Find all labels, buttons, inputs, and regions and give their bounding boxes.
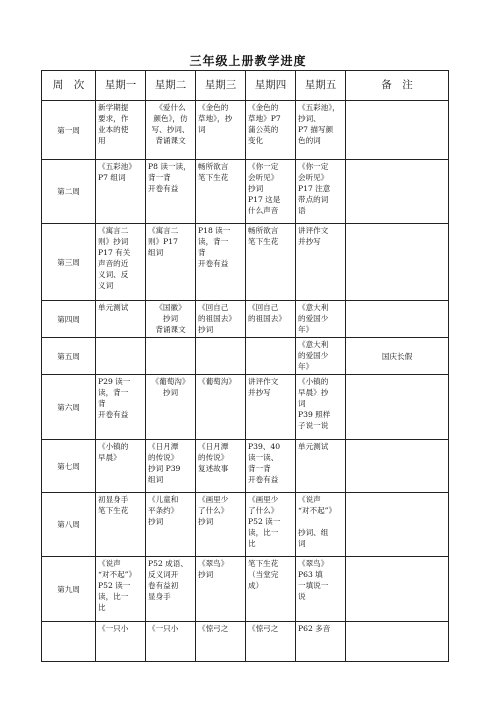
day-cell: 《说声 “对不起”》 抄词、组 词 — [296, 493, 346, 557]
note-cell: 国庆长假 — [346, 338, 449, 375]
day-cell: 《寓言二 则》抄词 P17 有关 声音的近 义词、反 义词 — [96, 224, 146, 301]
week-cell: 第八周 — [42, 493, 96, 557]
note-cell — [346, 493, 449, 557]
week-cell: 第六周 — [42, 375, 96, 440]
week-cell: 第七周 — [42, 440, 96, 493]
week-cell: 第五周 — [42, 338, 96, 375]
day-cell: 《回自己 的祖国去》 — [246, 301, 296, 338]
note-cell — [346, 557, 449, 622]
day-cell: 笔下生花 （当堂完 成） — [246, 557, 296, 622]
day-cell: 《一只小 — [96, 622, 146, 662]
header-friday: 星期五 — [296, 71, 346, 101]
day-cell: 讲评作文 并抄写 — [296, 224, 346, 301]
note-cell — [346, 301, 449, 338]
week-cell: 第四周 — [42, 301, 96, 338]
day-cell: P39、40 读一读、 背一背 开卷有益 — [246, 440, 296, 493]
day-cell: 《爱什么 颜色》，仿 写、抄词、 背诵课文 — [146, 101, 196, 160]
day-cell — [96, 338, 146, 375]
day-cell: 畅所欲言 笔下生花 — [246, 224, 296, 301]
day-cell: P18 读一 读，背一 背 开卷有益 — [196, 224, 246, 301]
day-cell: 《一只小 — [146, 622, 196, 662]
week-cell — [42, 622, 96, 662]
day-cell: 《画里少 了什么》 P52 读一 读，比一 比 — [246, 493, 296, 557]
day-cell: 《五彩池》 P7 组词 — [96, 160, 146, 224]
day-cell: 《寓言二 则》P17 组词 — [146, 224, 196, 301]
header-monday: 星期一 — [96, 71, 146, 101]
day-cell: 单元测试 — [96, 301, 146, 338]
day-cell: 《说声 “对不起”》 P52 读一 读，比一 比 — [96, 557, 146, 622]
day-cell: 《葡萄沟》 — [196, 375, 246, 440]
day-cell: 《国徽》 抄词 背诵课文 — [146, 301, 196, 338]
table-row — [42, 224, 449, 301]
day-cell: 《意大利 的爱国少 年》 — [296, 338, 346, 375]
day-cell: 《回自己 的祖国去》 抄词 — [196, 301, 246, 338]
header-wednesday: 星期三 — [196, 71, 246, 101]
note-cell — [346, 224, 449, 301]
day-cell: 初显身手 笔下生花 — [96, 493, 146, 557]
day-cell: P8 读一读， 背一背 开卷有益 — [146, 160, 196, 224]
table-row — [42, 375, 449, 440]
day-cell: 《儿童和 平条约》 抄词 — [146, 493, 196, 557]
table-row — [42, 338, 449, 375]
table-row — [42, 301, 449, 338]
schedule-table — [41, 70, 449, 662]
note-cell — [346, 440, 449, 493]
table-row — [42, 160, 449, 224]
day-cell — [196, 338, 246, 375]
day-cell: 《小镇的 早晨》抄 词 P39 照样 子说一说 — [296, 375, 346, 440]
day-cell: 《金色的 草地》P7 蒲公英的 变化 — [246, 101, 296, 160]
day-cell: P62 多音 — [296, 622, 346, 662]
day-cell: 《翠鸟》 P63 填 一填说一 说 — [296, 557, 346, 622]
header-notes: 备 注 — [346, 71, 449, 101]
day-cell: P29 读一 读，背一 背 开卷有益 — [96, 375, 146, 440]
table-row — [42, 101, 449, 160]
day-cell: 讲评作文 并抄写 — [246, 375, 296, 440]
day-cell: 畅所欲言 笔下生花 — [196, 160, 246, 224]
day-cell: 《小镇的 早晨》 — [96, 440, 146, 493]
day-cell: 《惊弓之 — [196, 622, 246, 662]
header-row — [42, 71, 449, 101]
week-cell: 第一周 — [42, 101, 96, 160]
week-cell: 第二周 — [42, 160, 96, 224]
day-cell: 《葡萄沟》 抄词 — [146, 375, 196, 440]
header-week: 周 次 — [42, 71, 96, 101]
note-cell — [346, 101, 449, 160]
note-cell — [346, 160, 449, 224]
day-cell: 《日月潭 的传说》 复述故事 — [196, 440, 246, 493]
day-cell: 新学期提 要求，作 业本的使 用 — [96, 101, 146, 160]
note-cell — [346, 622, 449, 662]
day-cell: 《翠鸟》 抄词 — [196, 557, 246, 622]
week-cell: 第九周 — [42, 557, 96, 622]
day-cell: P52 成语、 反义词开 卷有益初 显身手 — [146, 557, 196, 622]
day-cell: 《你一定 会听见》 抄词 P17 这是 什么声音 — [246, 160, 296, 224]
day-cell: 《日月潭 的传说》 抄词 P39 组词 — [146, 440, 196, 493]
day-cell — [246, 338, 296, 375]
note-cell — [346, 375, 449, 440]
page-title: 三年级上册教学进度 — [189, 54, 307, 68]
table-row — [42, 440, 449, 493]
day-cell: 《画里少 了什么》 抄词 — [196, 493, 246, 557]
table-row — [42, 557, 449, 622]
day-cell: 《五彩池》， 抄词、 P7 描写颜 色的词 — [296, 101, 346, 160]
day-cell: 《意大利 的爱国少 年》 — [296, 301, 346, 338]
day-cell: 《金色的 草地》，抄 词 — [196, 101, 246, 160]
day-cell — [146, 338, 196, 375]
header-tuesday: 星期二 — [146, 71, 196, 101]
day-cell: 《惊弓之 — [246, 622, 296, 662]
table-row — [42, 493, 449, 557]
table-row — [42, 622, 449, 662]
week-cell: 第三周 — [42, 224, 96, 301]
day-cell: 单元测试 — [296, 440, 346, 493]
header-thursday: 星期四 — [246, 71, 296, 101]
day-cell: 《你一定 会听见》 P17 注意 带点的词 语 — [296, 160, 346, 224]
